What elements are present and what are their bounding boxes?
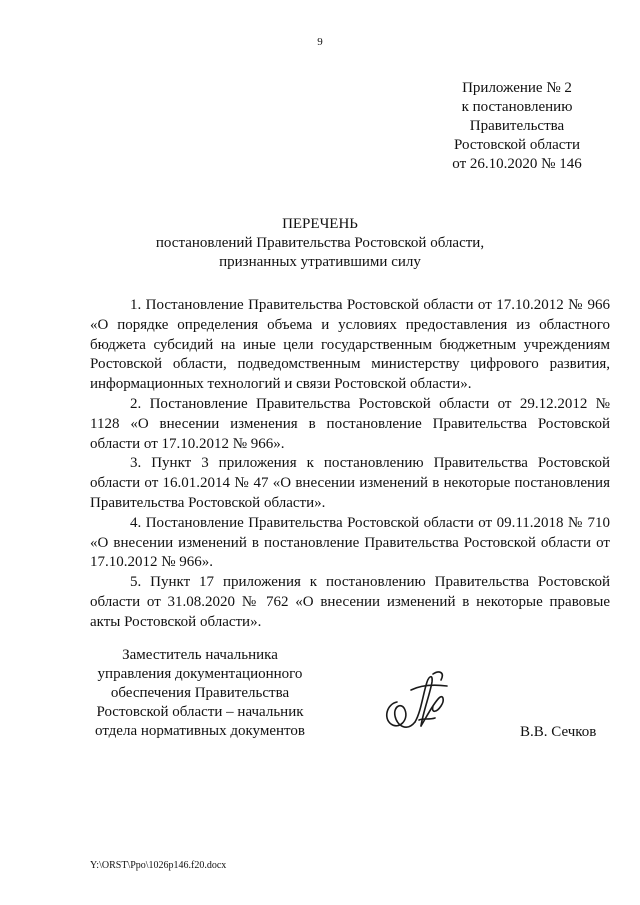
signatory-line: отдела нормативных документов <box>95 723 305 739</box>
signatory-line: Ростовской области – начальник <box>96 704 304 720</box>
appendix-line: Приложение № 2 <box>462 80 572 96</box>
repealed-acts-list <box>90 296 610 633</box>
signatory-title <box>90 646 310 741</box>
list-item: 4. Постановление Правительства Ростовской области от 09.11.2018 № 710 «О внесении изменений в постановление Правительства Ростовской области от 17.10.2012 № 966». <box>90 514 610 571</box>
document-title: ПЕРЕЧЕНЬ <box>282 216 358 232</box>
signer-name: В.В. Сечков <box>520 724 597 740</box>
document-subtitle: постановлений Правительства Ростовской области, <box>155 235 485 251</box>
appendix-line: Правительства <box>469 118 565 134</box>
page-number: 9 <box>317 36 323 48</box>
list-item: 3. Пункт 3 приложения к постановлению Правительства Ростовской области от 16.01.2014 № 47 «О внесении изменений в некоторые постановления Правительства Ростовской области». <box>90 455 610 511</box>
list-item: 5. Пункт 17 приложения к постановлению Правительства Ростовской области от 31.08.2020 № 762 «О внесении изменений в некоторые правовые акты Ростовской области». <box>90 574 610 630</box>
appendix-line: Ростовской области <box>454 137 580 153</box>
document-subtitle: признанных утратившими силу <box>219 254 421 270</box>
signatory-line: управления документационного <box>97 666 303 682</box>
appendix-line: к постановлению <box>461 99 573 115</box>
appendix-header <box>420 79 614 174</box>
appendix-line: от 26.10.2020 № 146 <box>452 156 582 172</box>
handwritten-signature <box>375 660 465 740</box>
file-path: Y:\ORST\Ppo\1026p146.f20.docx <box>90 860 227 871</box>
signatory-line: обеспечения Правительства <box>110 685 290 701</box>
list-item: 1. Постановление Правительства Ростовской области от 17.10.2012 № 966 «О порядке определения объема и условиях предоставления из областного бюджета субсидий на иные цели государственным бюджетным учреждениям Ростовской области, подведомственным министерству цифрового развития, информационных технологий и связи Ростовской области». <box>90 297 610 393</box>
signatory-line: Заместитель начальника <box>122 647 278 663</box>
document-heading <box>0 215 640 272</box>
list-item: 2. Постановление Правительства Ростовской области от 29.12.2012 № 1128 «О внесении изменения в постановление Правительства Ростовской области от 17.10.2012 № 966». <box>90 395 610 452</box>
